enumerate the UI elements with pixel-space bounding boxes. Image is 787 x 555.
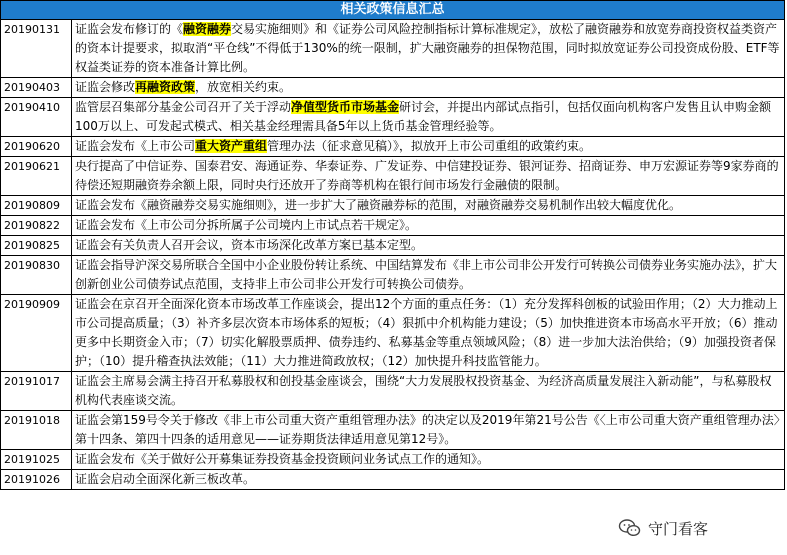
table-row	[1, 196, 785, 216]
row-date: 20190822	[1, 216, 72, 236]
highlight: 再融资政策	[135, 80, 196, 94]
row-text: 证监会主席易会满主持召开私募股权和创投基金座谈会，围绕“大力发展股权投资基金、为经济高质量发展注入新动能”，与私募股权机构代表座谈交流。	[72, 372, 785, 411]
row-text: 证监会第159号令关于修改《非上市公司重大资产重组管理办法》的决定以及2019年第21号公告《〈上市公司重大资产重组管理办法〉第十四条、第四十四条的适用意见——证券期货法律适用意见第12号》。	[72, 411, 785, 450]
table-title: 相关政策信息汇总	[1, 1, 785, 20]
table-row	[1, 256, 785, 295]
table-row	[1, 20, 785, 78]
table-row	[1, 411, 785, 450]
row-text: 证监会修改再融资政策，放宽相关约束。	[72, 78, 785, 98]
table-row	[1, 137, 785, 157]
table-row	[1, 98, 785, 137]
row-date: 20191018	[1, 411, 72, 450]
row-text: 证监会发布《关于做好公开募集证券投资基金投资顾问业务试点工作的通知》。	[72, 450, 785, 470]
wechat-icon	[618, 516, 642, 540]
table-row	[1, 450, 785, 470]
table-row	[1, 372, 785, 411]
row-text: 证监会启动全面深化新三板改革。	[72, 470, 785, 490]
table-row	[1, 78, 785, 98]
row-text: 证监会有关负责人召开会议，资本市场深化改革方案已基本定型。	[72, 236, 785, 256]
row-date: 20191025	[1, 450, 72, 470]
table-row	[1, 470, 785, 490]
row-date: 20190830	[1, 256, 72, 295]
row-text: 证监会发布修订的《融资融券交易实施细则》和《证券公司风险控制指标计算标准规定》，放松了融资融券和放宽券商投资权益类资产的资本计提要求，拟取消“平仓线”不得低于130%的统一限制，扩大融资融券的担保物范围，同时拟放宽证券公司投资成份股、ETF等权益类证券的资本准备计算比例。	[72, 20, 785, 78]
row-date: 20190809	[1, 196, 72, 216]
row-date: 20190909	[1, 295, 72, 372]
highlight: 融资融券	[183, 22, 232, 36]
row-text: 监管层召集部分基金公司召开了关于浮动净值型货币市场基金研讨会，并提出内部试点指引，包括仅面向机构客户发售且认申购金额100万以上、可发起式模式、相关基金经理需具备5年以上货币基金管理经验等。	[72, 98, 785, 137]
row-date: 20190621	[1, 157, 72, 196]
row-date: 20190131	[1, 20, 72, 78]
row-date: 20191026	[1, 470, 72, 490]
row-text: 证监会在京召开全面深化资本市场改革工作座谈会，提出12个方面的重点任务：（1）充分发挥科创板的试验田作用；（2）大力推动上市公司提高质量；（3）补齐多层次资本市场体系的短板；（4）狠抓中介机构能力建设；（5）加快推进资本市场高水平开放；（6）推动更多中长期资金入市；（7）切实化解股票质押、债券违约、私募基金等重点领域风险；（8）进一步加大法治供给；（9）加强投资者保护；（10）提升稽查执法效能；（11）大力推进简政放权；（12）加快提升科技监管能力。	[72, 295, 785, 372]
highlight: 重大资产重组	[195, 139, 268, 153]
row-date: 20190825	[1, 236, 72, 256]
row-date: 20190403	[1, 78, 72, 98]
row-text: 证监会发布《上市公司分拆所属子公司境内上市试点若干规定》。	[72, 216, 785, 236]
row-text: 央行提高了中信证券、国泰君安、海通证券、华泰证券、广发证券、中信建投证券、银河证券、招商证券、申万宏源证券等9家券商的待偿还短期融资券余额上限，同时央行还放开了券商等机构在银行间市场发行金融债的限制。	[72, 157, 785, 196]
table-row	[1, 236, 785, 256]
table-row	[1, 157, 785, 196]
watermark-text: 守门看客	[648, 519, 709, 538]
row-date: 20191017	[1, 372, 72, 411]
row-date: 20190410	[1, 98, 72, 137]
row-date: 20190620	[1, 137, 72, 157]
highlight: 净值型货币市场基金	[291, 100, 400, 114]
watermark	[618, 513, 782, 543]
row-text: 证监会发布《上市公司重大资产重组管理办法（征求意见稿）》，拟放开上市公司重组的政策约束。	[72, 137, 785, 157]
table-row	[1, 295, 785, 372]
row-text: 证监会发布《融资融券交易实施细则》，进一步扩大了融资融券标的范围，对融资融券交易机制作出较大幅度优化。	[72, 196, 785, 216]
row-text: 证监会指导沪深交易所联合全国中小企业股份转让系统、中国结算发布《非上市公司非公开发行可转换公司债券业务实施办法》，扩大创新创业公司债券试点范围，支持非上市公司非公开发行可转换公司债券。	[72, 256, 785, 295]
table-row	[1, 216, 785, 236]
